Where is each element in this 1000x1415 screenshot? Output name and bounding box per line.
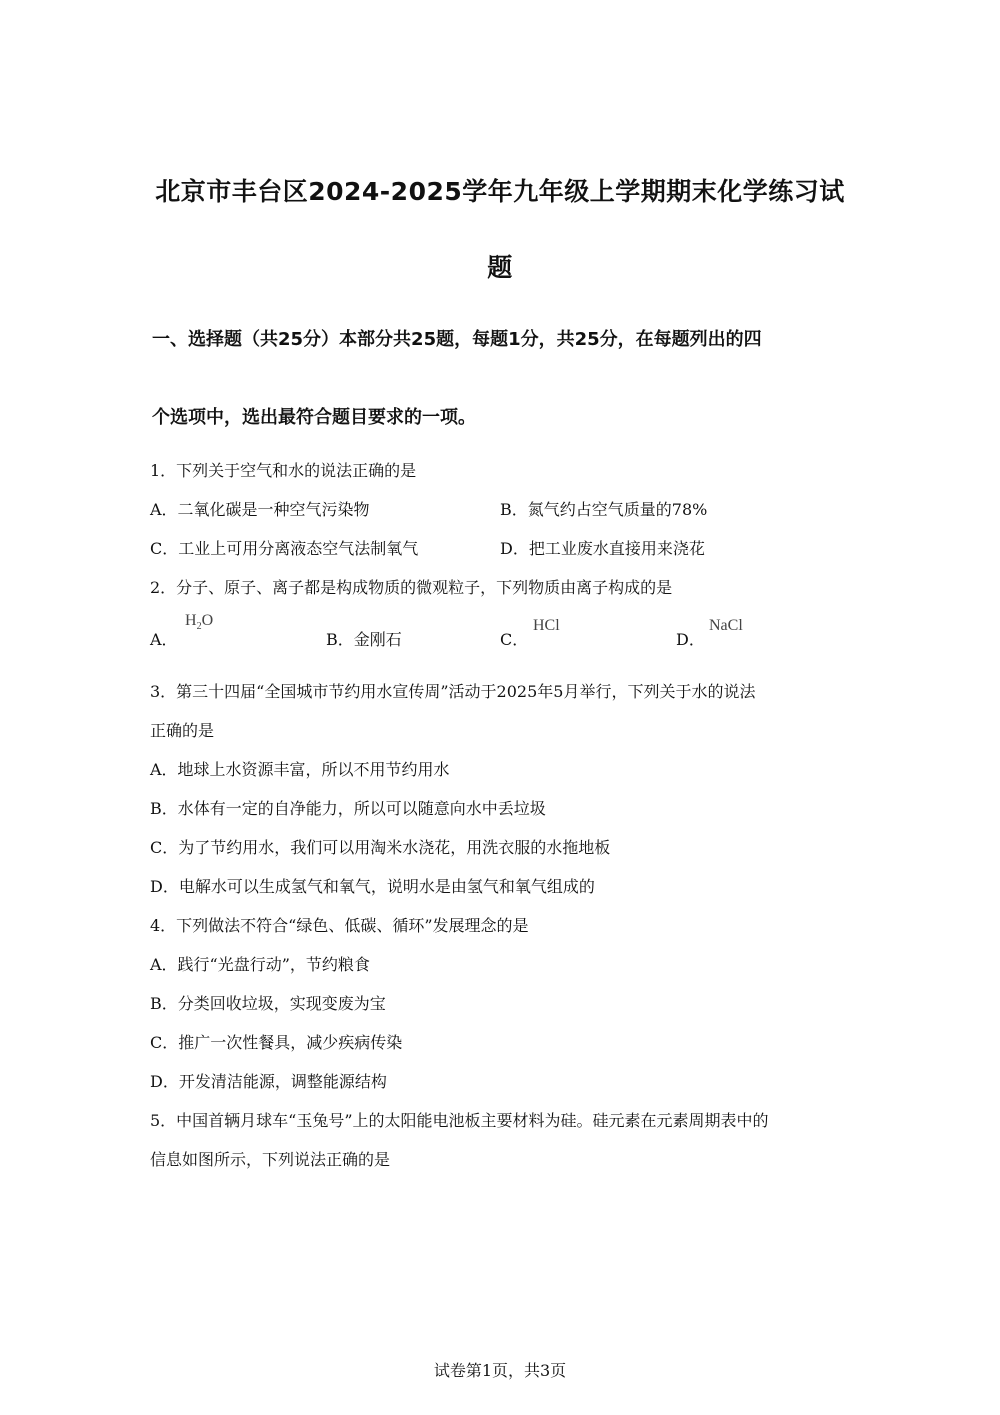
question-2-option-b: B．金刚石 <box>326 630 402 649</box>
question-2-option-a-label: A． <box>150 630 178 649</box>
question-2-option-c-formula: HCl <box>533 617 560 634</box>
question-4-option-d: D．开发清洁能源，调整能源结构 <box>150 1072 387 1091</box>
question-3-stem-line2: 正确的是 <box>150 721 215 740</box>
question-3-option-a: A．地球上水资源丰富，所以不用节约用水 <box>150 760 450 779</box>
question-1-option-d: D．把工业废水直接用来浇花 <box>500 539 705 558</box>
question-2-option-c-label: C． <box>500 630 529 649</box>
question-2-option-a-formula: $H_2O$ <box>185 612 214 633</box>
question-4-option-c: C．推广一次性餐具，减少疾病传染 <box>150 1033 403 1052</box>
question-5-stem-line1: 5．中国首辆月球车“玉兔号”上的太阳能电池板主要材料为硅。硅元素在元素周期表中的 <box>150 1111 769 1130</box>
page-footer: 试卷第1页，共3页 <box>433 1361 567 1380</box>
question-5-stem-line2: 信息如图所示，下列说法正确的是 <box>150 1150 391 1169</box>
question-3-option-d: D．电解水可以生成氢气和氧气，说明水是由氢气和氧气组成的 <box>150 877 595 896</box>
question-1-option-c: C．工业上可用分离液态空气法制氧气 <box>150 539 419 558</box>
document-title-line2: 题 <box>487 253 513 282</box>
question-3-stem-line1: 3．第三十四届“全国城市节约用水宣传周”活动于2025年5月举行，下列关于水的说法 <box>150 682 756 701</box>
question-3-option-b: B．水体有一定的自净能力，所以可以随意向水中丢垃圾 <box>150 799 546 818</box>
question-4-stem: 4．下列做法不符合“绿色、低碳、循环”发展理念的是 <box>150 916 529 935</box>
question-2-option-d-formula: NaCl <box>709 617 743 634</box>
question-2-stem: 2．分子、原子、离子都是构成物质的微观粒子，下列物质由离子构成的是 <box>150 578 673 597</box>
document-title-line1: 北京市丰台区2024-2025学年九年级上学期期末化学练习试 <box>155 177 845 206</box>
question-1-stem: 1．下列关于空气和水的说法正确的是 <box>150 461 417 480</box>
question-3-option-c: C．为了节约用水，我们可以用淘米水浇花，用洗衣服的水拖地板 <box>150 838 611 857</box>
question-4-option-b: B．分类回收垃圾，实现变废为宝 <box>150 994 386 1013</box>
question-1-option-a: A．二氧化碳是一种空气污染物 <box>150 500 370 519</box>
question-2-option-d-label: D． <box>676 630 705 649</box>
question-1-option-b: B．氮气约占空气质量的78% <box>500 500 708 519</box>
section-heading-line2: 个选项中，选出最符合题目要求的一项。 <box>152 407 476 428</box>
question-4-option-a: A．践行“光盘行动”，节约粮食 <box>150 955 370 974</box>
section-heading-line1: 一、选择题（共25分）本部分共25题，每题1分，共25分，在每题列出的四 <box>152 329 762 350</box>
